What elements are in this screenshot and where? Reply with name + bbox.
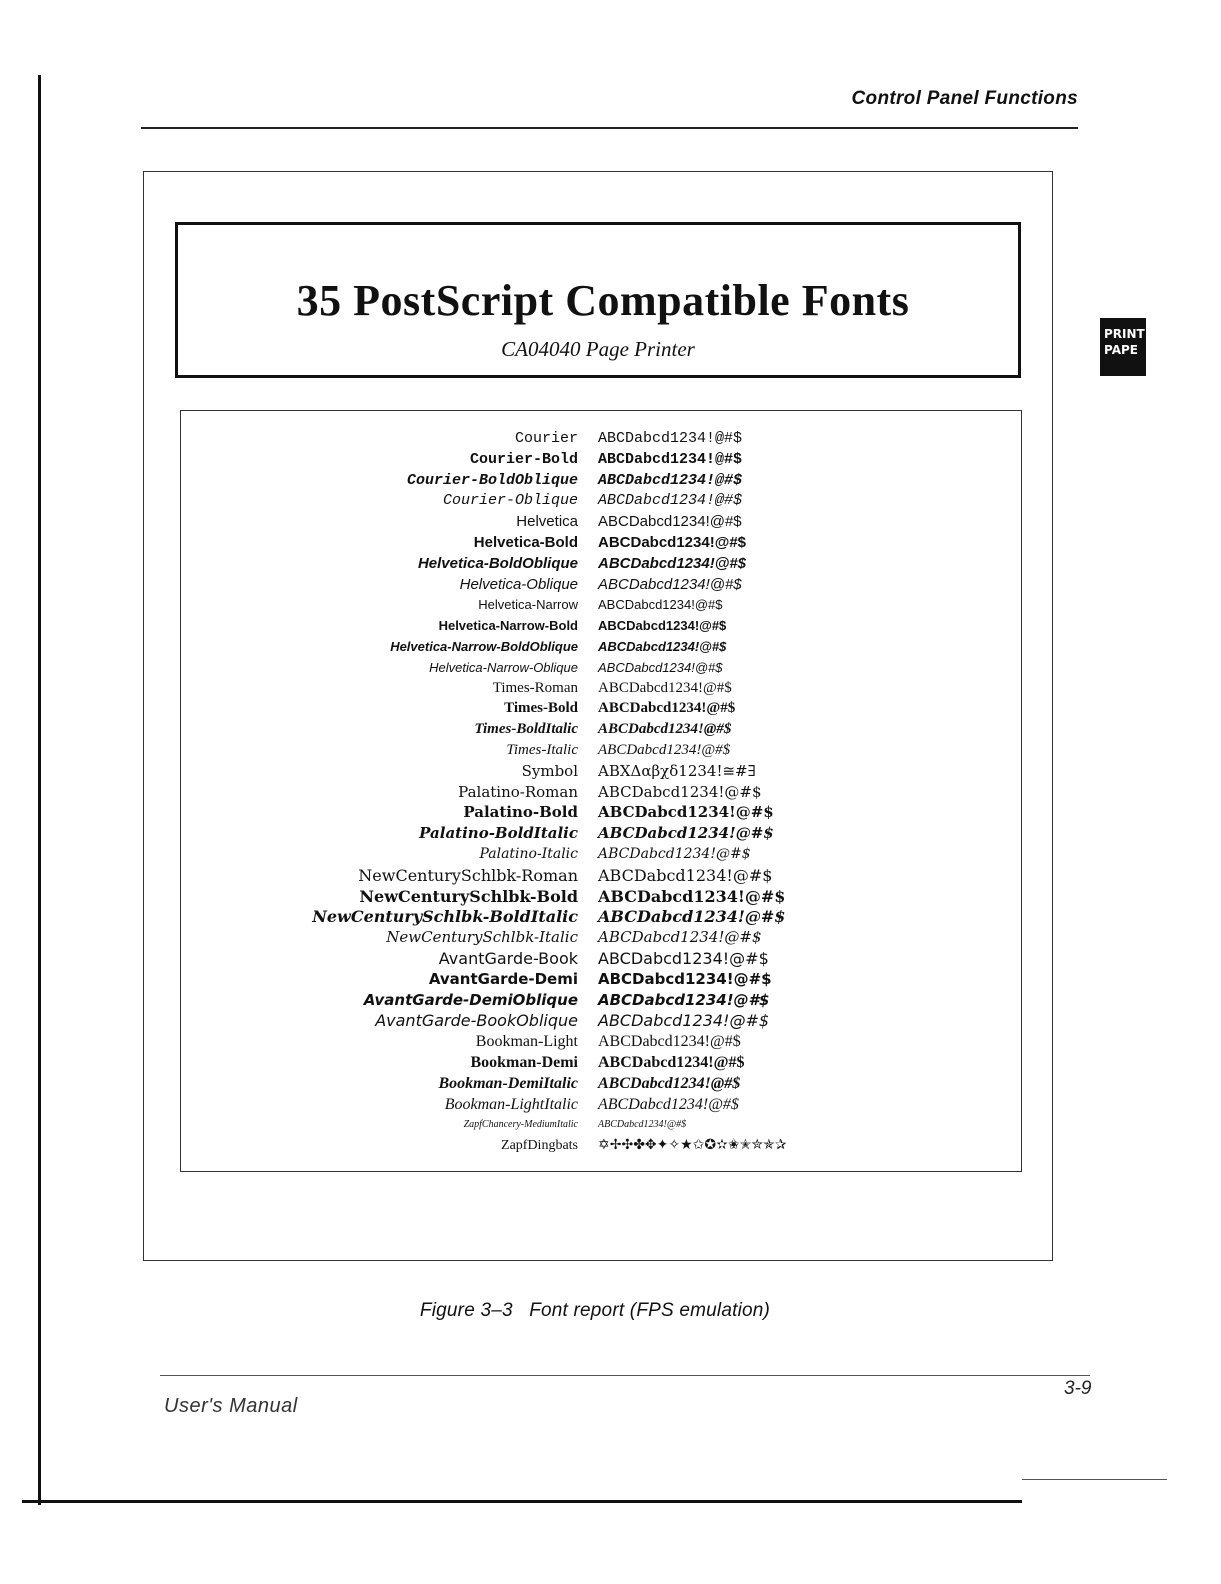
font-sample: ABCDabcd1234!@#$ [598, 865, 773, 885]
font-sample: ABCDabcd1234!@#$ [598, 575, 742, 593]
footer-top-rule [160, 1375, 1090, 1376]
font-row [0, 1094, 1221, 1115]
font-sample: ABCDabcd1234!@#$ [598, 1054, 745, 1071]
font-sample: ABCDabcd1234!@#$ [598, 659, 723, 675]
font-row [0, 844, 1221, 865]
font-name: Bookman-LightItalic [444, 1095, 578, 1113]
font-row [0, 428, 1221, 449]
font-name: AvantGarde-DemiOblique [363, 990, 578, 1009]
font-row [0, 761, 1221, 782]
font-name: Courier-Bold [469, 450, 578, 468]
font-sample: ABCDabcd1234!@#$ [598, 450, 743, 468]
font-sample: ABCDabcd1234!@#$ [598, 1119, 687, 1131]
font-name: Bookman-Demi [470, 1054, 578, 1071]
font-name: Helvetica-Narrow [478, 597, 578, 613]
figure-number: Figure 3–3 [419, 1300, 513, 1321]
font-name: Helvetica-Narrow-BoldOblique [390, 639, 578, 654]
font-name: Bookman-DemiItalic [438, 1074, 578, 1092]
font-name: Courier-Oblique [442, 492, 578, 510]
font-name: Palatino-Italic [479, 846, 578, 862]
section-title: Control Panel Functions [851, 88, 1078, 109]
font-row [0, 657, 1221, 678]
font-row [0, 698, 1221, 719]
figure-caption-text: Font report (FPS emulation) [529, 1300, 771, 1321]
font-name: Bookman-Light [475, 1033, 578, 1051]
font-row [0, 719, 1221, 740]
font-row [0, 449, 1221, 470]
report-subtitle: CA04040 Page Printer [501, 337, 695, 361]
font-sample: ABCDabcd1234!@#$ [598, 430, 743, 447]
font-sample: ABCDabcd1234!@#$ [598, 534, 747, 551]
font-name: Courier-BoldOblique [406, 471, 578, 489]
font-row [0, 678, 1221, 699]
font-name: ZapfChancery-MediumItalic [463, 1119, 578, 1131]
font-row [0, 1010, 1221, 1031]
font-name: Helvetica-Bold [473, 534, 578, 551]
footer-manual-title: User's Manual [164, 1395, 298, 1417]
figure-caption [0, 1300, 1190, 1322]
font-row [0, 802, 1221, 823]
font-row [0, 823, 1221, 844]
font-row [0, 969, 1221, 990]
font-row [0, 906, 1221, 927]
font-sample: ABCDabcd1234!@#$ [598, 639, 727, 654]
font-sample: ΑΒΧΔαβχδ1234!≅#∃ [598, 761, 756, 780]
font-sample: ABCDabcd1234!@#$ [598, 782, 762, 801]
font-row [0, 1031, 1221, 1052]
font-row [0, 990, 1221, 1011]
header-rule [141, 127, 1078, 129]
font-row [0, 574, 1221, 595]
font-row [0, 1052, 1221, 1073]
section-tab [1100, 318, 1146, 376]
font-sample: ABCDabcd1234!@#$ [598, 1074, 741, 1092]
font-sample: ABCDabcd1234!@#$ [598, 721, 732, 738]
font-name: ZapfDingbats [501, 1138, 578, 1154]
bottom-edge-rule-right [1022, 1479, 1167, 1480]
font-name: Helvetica-Narrow-Bold [438, 618, 578, 634]
font-row [0, 740, 1221, 761]
font-sample: ABCDabcd1234!@#$ [598, 618, 727, 634]
font-sample: ABCDabcd1234!@#$ [598, 907, 786, 927]
page-number: 3-9 [1064, 1378, 1092, 1399]
font-row [0, 865, 1221, 886]
font-name: NewCenturySchlbk-Italic [386, 928, 578, 947]
font-row [0, 1135, 1221, 1156]
font-row [0, 886, 1221, 907]
font-sample: ABCDabcd1234!@#$ [598, 949, 769, 968]
font-row [0, 615, 1221, 636]
font-name: Times-Roman [492, 679, 578, 696]
font-sample: ABCDabcd1234!@#$ [598, 679, 732, 696]
font-row [0, 948, 1221, 969]
font-row [0, 927, 1221, 948]
font-sample: ABCDabcd1234!@#$ [598, 928, 762, 947]
font-sample: ABCDabcd1234!@#$ [598, 742, 731, 758]
section-tab-line-1: PRINT [1104, 327, 1145, 341]
font-name: Palatino-Bold [463, 803, 578, 822]
font-row [0, 490, 1221, 511]
font-name: Helvetica-Narrow-Oblique [429, 659, 578, 675]
report-title: 35 PostScript Compatible Fonts [296, 276, 910, 325]
font-name: NewCenturySchlbk-Roman [358, 865, 578, 885]
font-sample: ABCDabcd1234!@#$ [598, 471, 743, 489]
font-sample: ABCDabcd1234!@#$ [598, 492, 743, 510]
font-row [0, 594, 1221, 615]
font-row [0, 782, 1221, 803]
bottom-edge-rule [22, 1500, 1022, 1503]
font-row [0, 532, 1221, 553]
report-title-box [175, 222, 1021, 378]
font-sample: ABCDabcd1234!@#$ [598, 1011, 770, 1031]
section-tab-line-2: PAPE [1104, 343, 1138, 357]
font-name: Courier [514, 430, 578, 447]
font-row [0, 1114, 1221, 1135]
font-sample: ABCDabcd1234!@#$ [598, 1033, 741, 1051]
font-name: Times-Bold [504, 700, 578, 717]
font-name: Helvetica-Oblique [459, 575, 578, 593]
font-sample: ABCDabcd1234!@#$ [598, 513, 742, 531]
font-row [0, 1073, 1221, 1094]
font-row [0, 511, 1221, 532]
font-row [0, 553, 1221, 574]
font-sample: ABCDabcd1234!@#$ [598, 969, 772, 988]
font-sample: ABCDabcd1234!@#$ [598, 990, 770, 1009]
font-name: Palatino-BoldItalic [419, 824, 578, 843]
font-name: AvantGarde-Book [438, 949, 578, 968]
font-sample: ABCDabcd1234!@#$ [598, 846, 751, 862]
font-sample: ABCDabcd1234!@#$ [598, 554, 747, 572]
font-name: NewCenturySchlbk-Bold [359, 886, 578, 906]
font-name: AvantGarde-Demi [428, 969, 578, 988]
font-sample: ABCDabcd1234!@#$ [598, 597, 723, 613]
font-name: Times-Italic [506, 742, 578, 758]
font-sample: ABCDabcd1234!@#$ [598, 1095, 739, 1113]
font-sample: ABCDabcd1234!@#$ [598, 824, 774, 843]
font-row [0, 636, 1221, 657]
font-name: Helvetica [516, 513, 578, 531]
font-name: AvantGarde-BookOblique [375, 1011, 578, 1031]
font-sample: ✡✢✣✤✥✦✧★✩✪✫✬✭✮✯✰ [598, 1137, 787, 1154]
font-name: Palatino-Roman [458, 782, 578, 801]
font-row [0, 470, 1221, 491]
font-sample: ABCDabcd1234!@#$ [598, 700, 736, 717]
font-sample: ABCDabcd1234!@#$ [598, 803, 774, 822]
font-sample: ABCDabcd1234!@#$ [598, 886, 786, 906]
font-name: NewCenturySchlbk-BoldItalic [312, 907, 578, 927]
font-name: Helvetica-BoldOblique [417, 554, 578, 572]
font-name: Symbol [521, 761, 578, 780]
font-name: Times-BoldItalic [474, 721, 578, 738]
